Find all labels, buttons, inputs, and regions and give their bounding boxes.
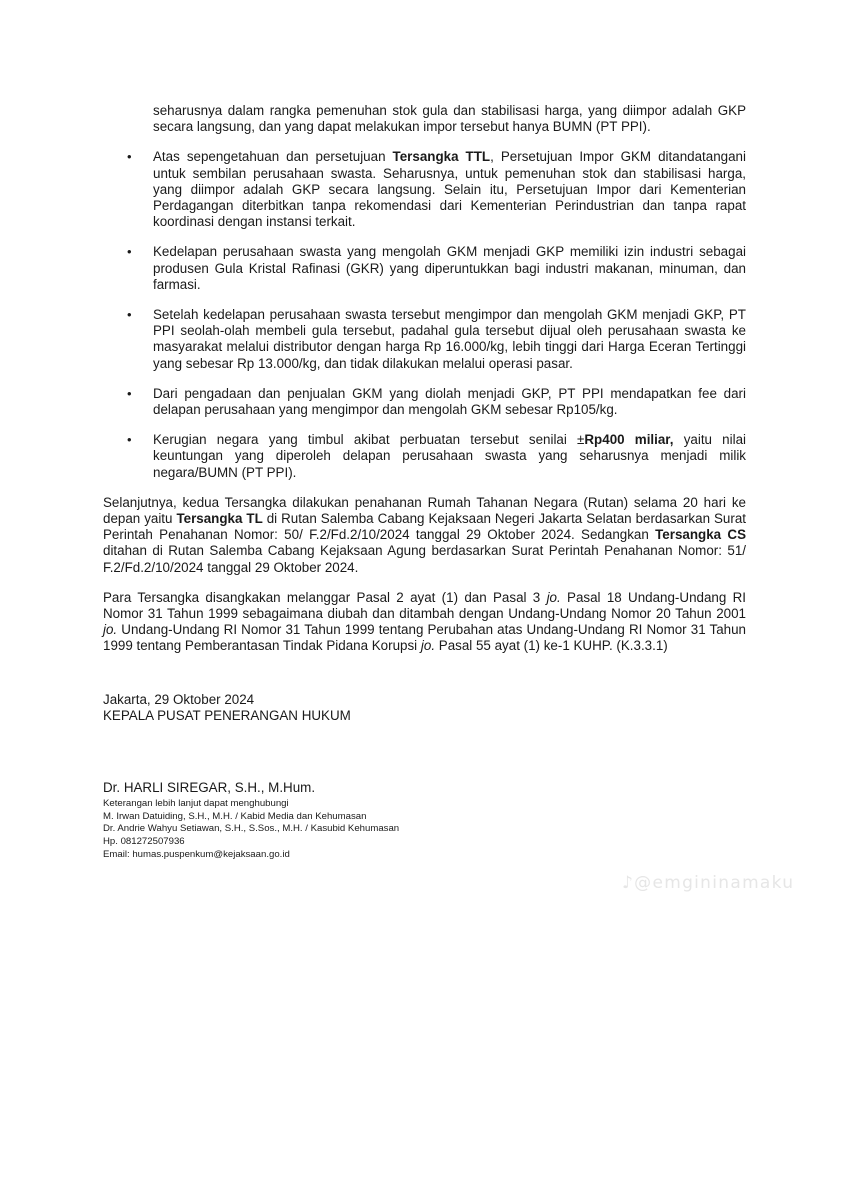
bullet-text-end: , Persetujuan Impor GKM ditandatangani untuk sembilan perusahaan swasta. Seharusnya, untuk pemenuhan stok dan stabilisasi harga, yang diimpor adalah GKP secara langsung. Selain itu, Persetujuan Impor dari Kementerian Perdagangan diterbitkan tanpa rekomendasi dari Kementerian Perindustrian dan tanpa rapat koordinasi dengan instansi terkait. — [153, 149, 746, 230]
detention-text-1: Selanjutnya, kedua Tersangka dilakukan penahanan Rumah Tahanan Negara (Rutan) selama 20 hari ke depan yaitu — [103, 494, 746, 527]
jo-italic: jo. — [103, 622, 118, 638]
bullet-item — [103, 386, 746, 418]
bullet-item — [103, 244, 746, 293]
bullet-list — [103, 149, 746, 480]
place-date: Jakarta, 29 Oktober 2024 — [103, 692, 255, 707]
contact-person-1: M. Irwan Datuiding, S.H., M.H. / Kabid Media dan Kehumasan — [103, 810, 367, 822]
jo-italic: jo. — [420, 638, 436, 654]
bullet-bold-text: Tersangka TTL — [392, 149, 491, 165]
bullet-text: Kedelapan perusahaan swasta yang mengolah GKM menjadi GKP memiliki izin industri sebagai produsen Gula Kristal Rafinasi (GKR) yang diperuntukkan bagi industri makanan, minuman, dan farmasi. — [153, 244, 746, 292]
contact-person-2: Dr. Andrie Wahyu Setiawan, S.H., S.Sos., M.H. / Kasubid Kehumasan — [103, 823, 400, 835]
bullet-text: Kerugian negara yang timbul akibat perbuatan tersebut senilai ± — [153, 432, 585, 448]
suspect-tl-label: Tersangka TL — [176, 511, 263, 527]
contact-phone: Hp. 081272507936 — [103, 836, 185, 848]
bullet-bold-text: Rp400 miliar, — [584, 432, 674, 448]
document-body — [103, 103, 746, 669]
bullet-icon: • — [127, 149, 132, 165]
signer-name: Dr. HARLI SIREGAR, S.H., M.Hum. — [103, 780, 316, 795]
jo-italic: jo. — [546, 589, 561, 605]
bullet-icon: • — [127, 432, 132, 448]
charges-text-1: Para Tersangka disangkakan melanggar Pasal 2 ayat (1) dan Pasal 3 — [103, 589, 547, 605]
charges-text-2: Pasal 18 Undang-Undang RI Nomor 31 Tahun 1999 sebagaimana diubah dan ditambah dengan Undang-Undang Nomor 20 Tahun 2001 — [103, 589, 746, 622]
contact-email: Email: humas.puspenkum@kejaksaan.go.id — [103, 848, 290, 860]
bullet-icon: • — [127, 385, 132, 401]
bullet-text: Dari pengadaan dan penjualan GKM yang diolah menjadi GKP, PT PPI mendapatkan fee dari delapan perusahaan yang mengimpor dan mengolah GKM sebesar Rp105/kg. — [153, 385, 746, 418]
charges-text-4: Pasal 55 ayat (1) ke-1 KUHP. (K.3.3.1) — [435, 638, 668, 654]
charges-paragraph — [103, 590, 746, 655]
charges-text-3: Undang-Undang RI Nomor 31 Tahun 1999 tentang Perubahan atas Undang-Undang RI Nomor 31 Tahun 1999 tentang Pemberantasan Tindak Pidana Korupsi — [103, 622, 746, 654]
detention-paragraph — [103, 495, 746, 576]
contact-block — [103, 798, 399, 862]
bullet-item — [103, 432, 746, 481]
tiktok-watermark: ♪@emgininamaku — [622, 873, 795, 893]
detention-text-2: di Rutan Salemba Cabang Kejaksaan Negeri Jakarta Selatan berdasarkan Surat Perintah Penahanan Nomor: 50/ F.2/Fd.2/10/2024 tanggal 29 Oktober 2024. Sedangkan — [103, 511, 746, 543]
continuation-paragraph: seharusnya dalam rangka pemenuhan stok gula dan stabilisasi harga, yang diimpor adalah GKP secara langsung, dan yang dapat melakukan impor tersebut hanya BUMN (PT PPI). — [153, 103, 746, 135]
closing-block — [103, 692, 351, 725]
bullet-item — [103, 307, 746, 372]
bullet-text: Atas sepengetahuan dan persetujuan — [153, 149, 393, 165]
detention-text-3: ditahan di Rutan Salemba Cabang Kejaksaan Agung berdasarkan Surat Perintah Penahanan Nomor: 51/ F.2/Fd.2/10/2024 tanggal 29 Oktober 2024. — [103, 543, 746, 575]
bullet-item — [103, 149, 746, 230]
bullet-icon: • — [127, 244, 132, 260]
office-title: KEPALA PUSAT PENERANGAN HUKUM — [103, 708, 351, 724]
bullet-text-end: yaitu nilai keuntungan yang diperoleh delapan perusahaan swasta yang seharusnya menjadi milik negara/BUMN (PT PPI). — [153, 432, 747, 480]
suspect-cs-label: Tersangka CS — [655, 527, 746, 543]
contact-intro: Keterangan lebih lanjut dapat menghubungi — [103, 798, 289, 809]
bullet-text: Setelah kedelapan perusahaan swasta tersebut mengimpor dan mengolah GKM menjadi GKP, PT PPI seolah-olah membeli gula tersebut, padahal gula tersebut dijual oleh perusahaan swasta ke masyarakat melalui distributor dengan harga Rp 16.000/kg, lebih tinggi dari Harga Eceran Tertinggi yang sebesar Rp 13.000/kg, dan tidak dilakukan melalui operasi pasar. — [153, 307, 746, 371]
bullet-icon: • — [127, 307, 132, 323]
